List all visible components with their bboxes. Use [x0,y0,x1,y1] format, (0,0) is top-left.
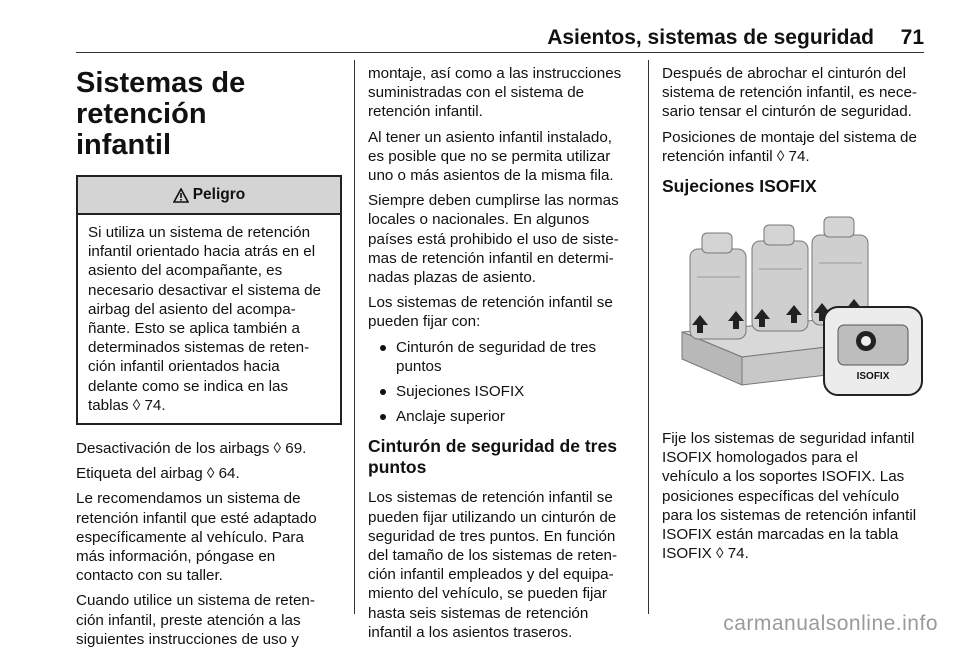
danger-line: necesario desactivar el sistema de [88,281,321,299]
rear-seats-drawing [662,207,928,413]
section-title [76,68,342,161]
paragraph: Al tener un asiento infantil instalado, es posible que no se permita utilizar uno o más asientos de la misma fila. [368,128,614,185]
paragraph: Fije los sistemas de seguridad infantil ISOFIX homologados para el vehículo a los soportes ISOFIX. Las posiciones específicas del vehículo para los sistemas de retención infantil ISOFIX están marcadas en la tabla ISOFIX ◊ 74. [662,430,917,563]
isofix-detail-inset [824,307,922,395]
danger-body [78,215,340,423]
paragraph: Los sistemas de retención infantil se pueden fijar utilizando un cinturón de seguridad de tres puntos. En función del tamaño de los sistemas de reten- ción infantil empleados y del equipa- miento del vehículo, se pueden fijar hasta seis sistemas de retención infantil a los asientos traseros. [368,489,618,641]
paragraph: montaje, así como a las instrucciones suministradas con el sistema de retención infantil. [368,65,622,121]
column-divider-1 [354,60,355,614]
paragraph: Siempre deben cumplirse las normas locales o nacionales. En algunos países está prohibido el uso de siste- mas de retención infantil en determi- nadas plazas de asiento. [368,192,619,287]
danger-line: delante como se indica en las [88,377,289,395]
section-title-line: Sistemas de retención [76,67,246,130]
isofix-label: ISOFIX [856,371,890,383]
danger-box [76,175,342,425]
column-3 [662,64,928,569]
danger-line: asiento del acompañante, es [88,262,283,280]
list-item: Sujeciones ISOFIX [368,382,634,401]
danger-line: tablas ◊ 74. [88,396,166,414]
isofix-seat-illustration [662,207,928,413]
paragraph: Los sistemas de retención infantil se pueden fijar con: [368,294,613,331]
paragraph: Le recomendamos un sistema de retención infantil que esté adaptado específicamente al vehículo. Para más información, póngase en contacto con su taller. [76,490,317,585]
fixing-methods-list [368,338,634,427]
paragraph: Después de abrochar el cinturón del sistema de retención infantil, es nece- sario tensar el cinturón de seguridad. [662,65,917,121]
list-item: Cinturón de seguridad de tres puntos [368,338,634,376]
paragraph: Cuando utilice un sistema de reten- ción infantil, preste atención a las siguientes instrucciones de uso y [76,592,315,648]
watermark: carmanualsonline.info [723,612,938,635]
danger-header [78,177,340,215]
danger-line: airbag del asiento del acompa- [88,300,296,318]
page-header [0,0,960,52]
airbag-label-link[interactable]: Etiqueta del airbag ◊ 64. [76,465,240,483]
column-2 [368,64,634,648]
danger-line: ñante. Esto se aplica también a [88,320,300,338]
airbag-deactivation-link[interactable]: Desactivación de los airbags ◊ 69. [76,440,307,458]
subheading-isofix: Sujeciones ISOFIX [662,176,817,197]
danger-line: Si utiliza un sistema de retención [88,224,311,241]
mounting-positions-link[interactable]: Posiciones de montaje del sistema de retención infantil ◊ 74. [662,128,917,165]
header-rule [76,52,924,53]
header-title: Asientos, sistemas de seguridad [547,26,874,49]
subheading-three-point-belt: Cinturón de seguridad de tres puntos [368,436,617,478]
section-title-line: infantil [76,129,172,161]
danger-line: ción infantil orientados hacia [88,358,280,376]
list-item: Anclaje superior [368,407,634,426]
danger-line: infantil orientado hacia atrás en el [88,243,316,261]
danger-label: Peligro [192,186,246,204]
page-number: 71 [900,26,924,49]
column-divider-2 [648,60,649,614]
danger-line: determinados sistemas de reten- [88,339,310,357]
column-1 [76,60,342,655]
warning-triangle-icon [173,188,189,203]
